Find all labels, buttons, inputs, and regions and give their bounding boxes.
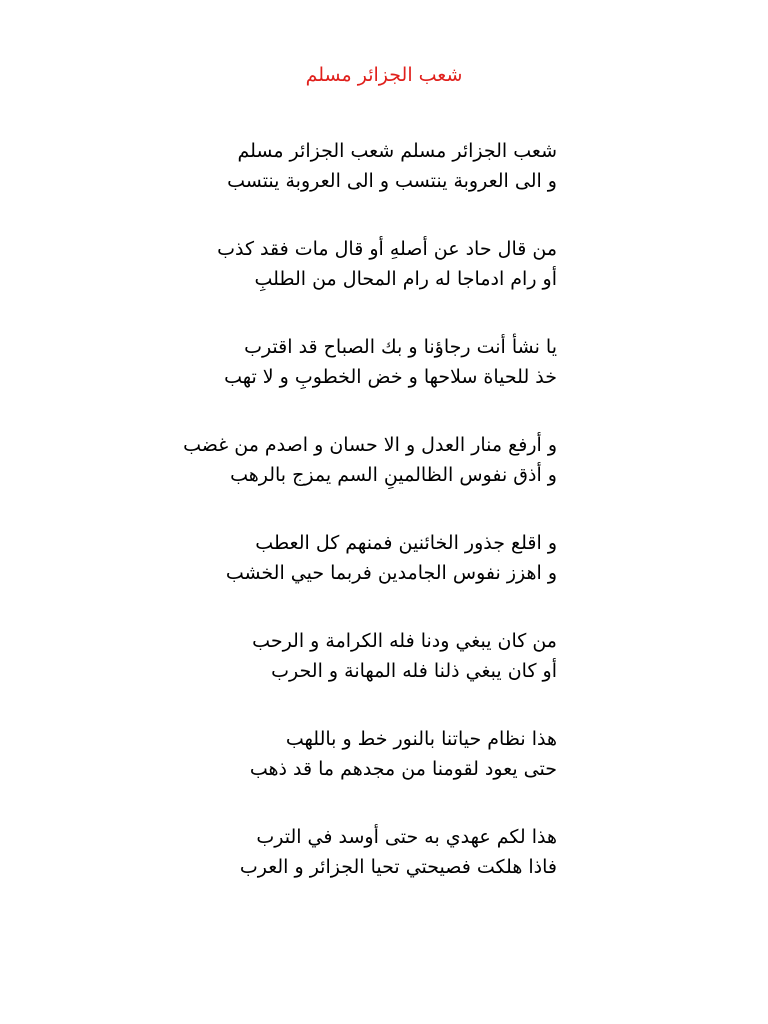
stanza (117, 332, 557, 430)
poem-title: شعب الجزائر مسلم (305, 64, 463, 86)
verse-line: هذا نظام حياتنا بالنور خط و باللهب (285, 728, 557, 750)
verse-line: و أرفع منار العدل و الا حسان و اصدم من غضب (183, 434, 557, 456)
stanza (117, 724, 557, 822)
verse-line: أو رام ادماجا له رام المحال من الطلبِ (254, 268, 557, 290)
verse-line: و الى العروبة ينتسب و الى العروبة ينتسب (227, 170, 557, 192)
verse-line: و أذق نفوس الظالمينِ السم يمزج بالرهب (230, 464, 557, 486)
verse-line: من قال حاد عن أصلهِ أو قال مات فقد كذب (217, 238, 557, 260)
stanza (117, 626, 557, 724)
verse-line: خذ للحياة سلاحها و خض الخطوبِ و لا تهب (224, 366, 557, 388)
verse-line: و اقلع جذور الخائنين فمنهم كل العطب (255, 532, 557, 554)
verse-line: أو كان يبغي ذلنا فله المهانة و الحرب (271, 660, 557, 682)
stanza (117, 136, 557, 234)
verse-line: حتى يعود لقومنا من مجدهم ما قد ذهب (249, 758, 557, 780)
poem-body (117, 136, 557, 920)
verse-line: فاذا هلكت فصيحتي تحيا الجزائر و العرب (239, 856, 557, 878)
verse-line: هذا لكم عهدي به حتى أوسد في الترب (256, 826, 557, 848)
stanza (117, 822, 557, 920)
verse-line: يا نشأ أنت رجاؤنا و بك الصباح قد اقترب (244, 336, 557, 358)
stanza (117, 528, 557, 626)
stanza (117, 234, 557, 332)
verse-line: و اهزز نفوس الجامدين فربما حيي الخشب (225, 562, 557, 584)
stanza (117, 430, 557, 528)
verse-line: شعب الجزائر مسلم شعب الجزائر مسلم (237, 140, 557, 162)
verse-line: من كان يبغي ودنا فله الكرامة و الرحب (252, 630, 557, 652)
